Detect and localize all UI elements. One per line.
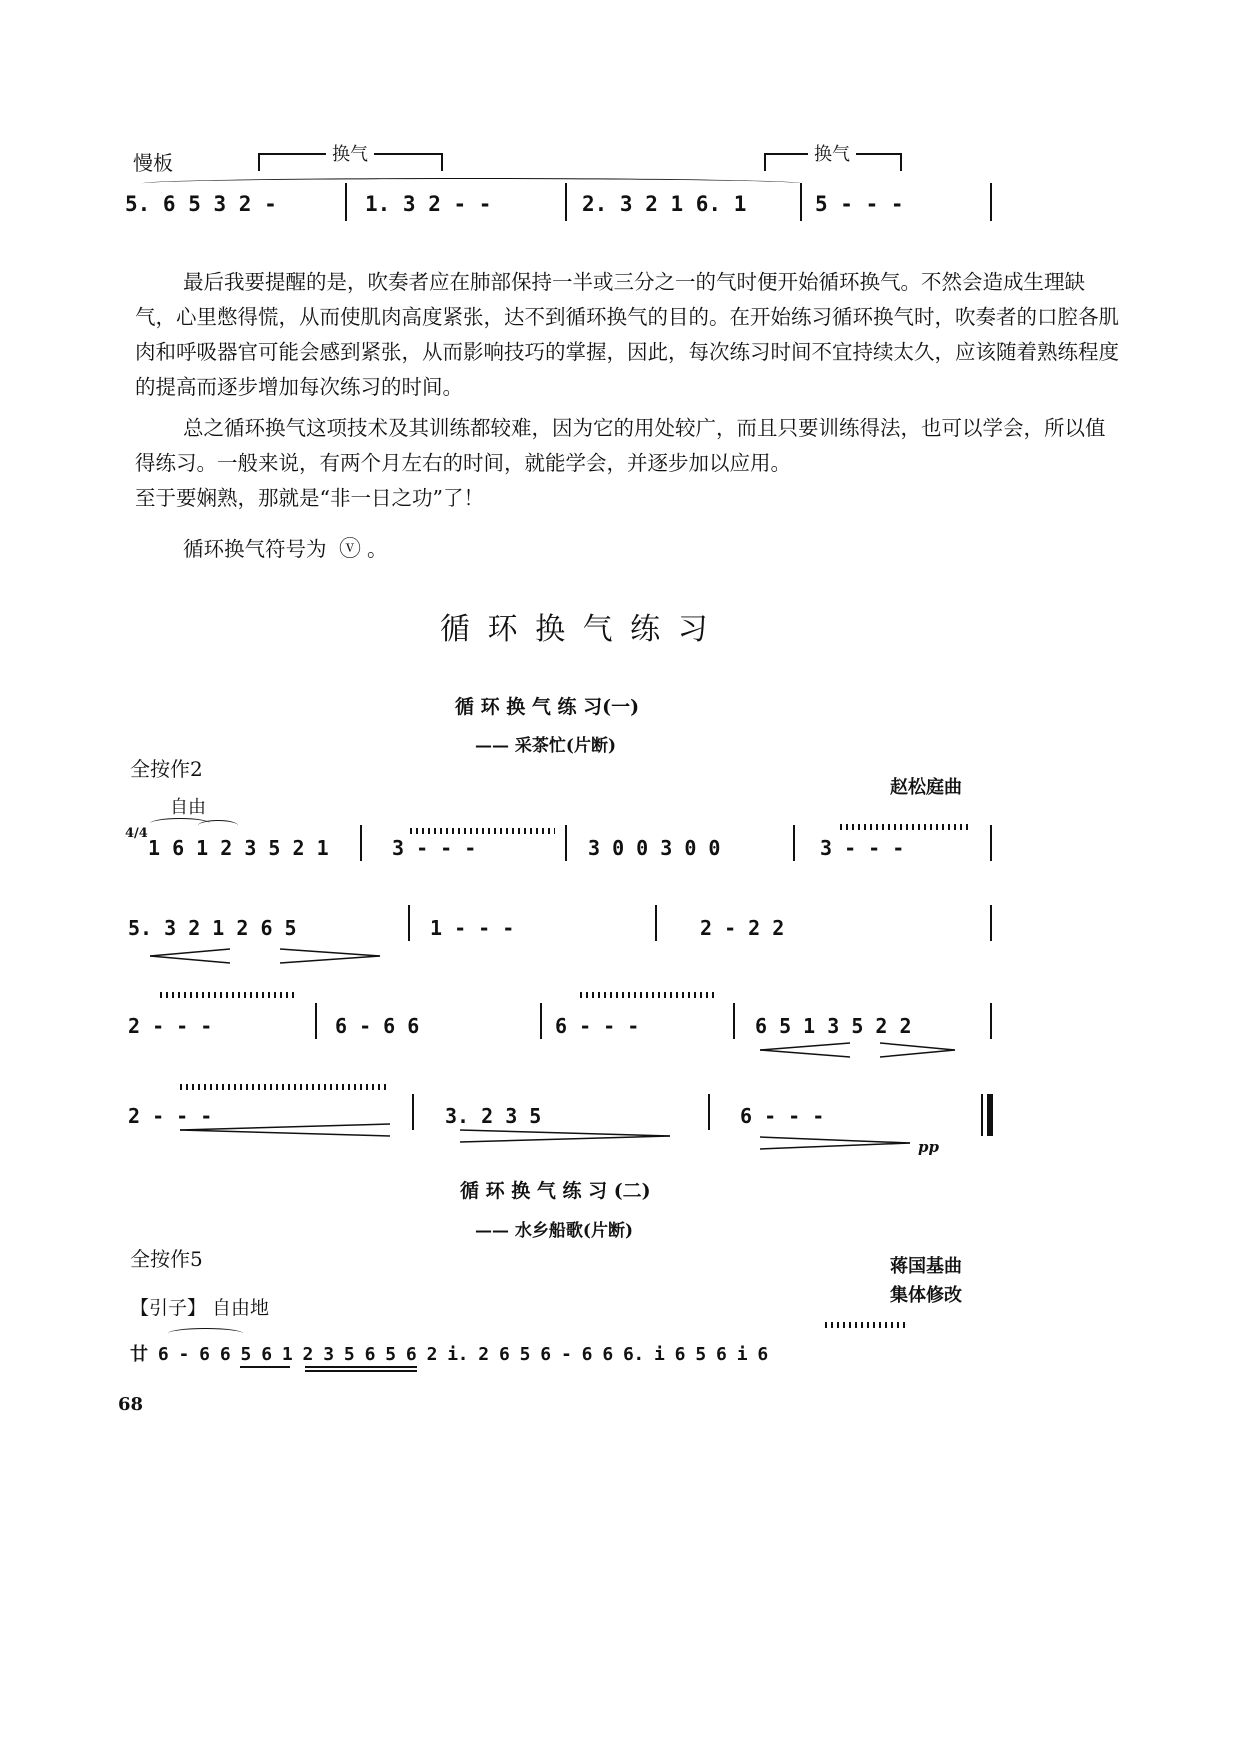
underline-beam [305,1370,417,1372]
dynamic-hairpin [460,1128,680,1144]
ex1-row2-m1: 5. 3 2 1 2 6 5 [128,916,297,940]
slur [168,1328,243,1339]
barline [990,183,992,221]
body-text [135,265,1125,567]
barline [793,825,795,861]
ex1-row2-m2: 1 - - - [430,916,515,940]
ex1-row1-m2: 3 - - - [392,836,477,860]
final-barline-thick [987,1094,993,1136]
ex1-row2-m3: 2 - 2 2 [700,916,785,940]
exercise-1-title: 循 环 换 气 练 习(一) [455,696,640,718]
barline [345,183,347,221]
measure-2: 1. 3 2 - - [365,192,492,216]
ex1-row1-m1: 1 6 1 2 3 5 2 1 [148,836,329,860]
barline [565,825,567,861]
barline [565,183,567,221]
exercise-2-title: 循 环 换 气 练 习 (二) [460,1180,651,1202]
exercise-1-composer: 赵松庭曲 [890,777,962,798]
underline-beam [240,1366,290,1368]
phrase-slur [142,178,802,189]
dynamic-hairpin [180,1122,400,1138]
breath-label-1: 换气 [326,140,374,166]
trill-line [180,1084,390,1090]
dynamic-hairpins [150,946,390,966]
exercise-1-fingering: 全按作2 [130,757,203,781]
trill-line [840,824,970,830]
ex2-row1: 廿 6 - 6 6 5 6 1 2 3 5 6 5 6 2 i. 2 6 5 6 - 6 6 6. i 6 5 6 i 6 [130,1344,768,1365]
trill-line [160,992,295,998]
exercise-2-composer: 蒋国基曲 [890,1256,962,1277]
barline [800,183,802,221]
dynamic-pp: pp [918,1138,939,1156]
barline [990,905,992,941]
measure-4: 5 - - - [815,192,904,216]
ex1-row4-m2: 3. 2 3 5 [445,1104,542,1128]
barline [990,825,992,861]
barline [655,905,657,941]
barline [990,1003,992,1039]
ex1-row4-m3: 6 - - - [740,1104,825,1128]
ex1-row3-m1: 2 - - - [128,1014,213,1038]
symbol-line: 循环换气符号为 ⓥ 。 [183,537,388,562]
trill-line [825,1322,905,1328]
measure-3: 2. 3 2 1 6. 1 [582,192,747,216]
ex1-row1-m3: 3 0 0 3 0 0 [588,836,721,860]
measure-1: 5. 6 5 3 2 - [125,192,277,216]
slur [198,820,238,831]
exercise-2-subtitle: —— 水乡船歌(片断) [475,1221,634,1241]
expression-free: 自由 [170,797,206,818]
breath-label-2: 换气 [808,140,856,166]
barline [360,825,362,861]
barline [733,1003,735,1039]
dynamic-hairpin [760,1135,920,1151]
section-title: 循 环 换 气 练 习 [440,612,712,647]
exercise-2-fingering: 全按作5 [130,1247,203,1271]
ex1-row3-m3: 6 - - - [555,1014,640,1038]
exercise-2-arranger: 集体修改 [890,1285,962,1306]
trill-line [580,992,715,998]
barline [412,1094,414,1130]
ex1-row4-m1: 2 - - - [128,1104,213,1128]
underline-beam [305,1366,417,1368]
barline [315,1003,317,1039]
final-barline-thin [981,1094,983,1136]
circled-v-symbol: ⓥ [339,537,362,562]
barline [540,1003,542,1039]
ex1-row3-m2: 6 - 6 6 [335,1014,420,1038]
time-signature: 4/4 [125,826,148,841]
barline [708,1094,710,1130]
barline [408,905,410,941]
trill-line [410,828,555,834]
intro-marking: 【引子】 自由地 [130,1297,270,1319]
exercise-1-subtitle: —— 采茶忙(片断) [475,736,617,756]
dynamic-hairpins [760,1040,960,1060]
page-number: 68 [118,1394,144,1415]
paragraph-2: 总之循环换气这项技术及其训练都较难，因为它的用处较广，而且只要训练得法，也可以学会，所以值得练习。一般来说，有两个月左右的时间，就能学会，并逐步加以应用。 [135,416,1106,475]
tempo-marking: 慢板 [133,151,173,175]
paragraph-1: 最后我要提醒的是，吹奏者应在肺部保持一半或三分之一的气时便开始循环换气。不然会造成生理缺气，心里憋得慌，从而使肌肉高度紧张，达不到循环换气的目的。在开始练习循环换气时，吹奏者的口腔各肌肉和呼吸器官可能会感到紧张，从而影响技巧的掌握，因此，每次练习时间不宜持续太久，应该随着熟练程度的提高而逐步增加每次练习的时间。 [135,270,1119,399]
ex1-row3-m4: 6 5 1 3 5 2 2 [755,1014,912,1038]
ex1-row1-m4: 3 - - - [820,836,905,860]
paragraph-2-end: 至于要娴熟，那就是“非一日之功”了！ [135,486,484,510]
